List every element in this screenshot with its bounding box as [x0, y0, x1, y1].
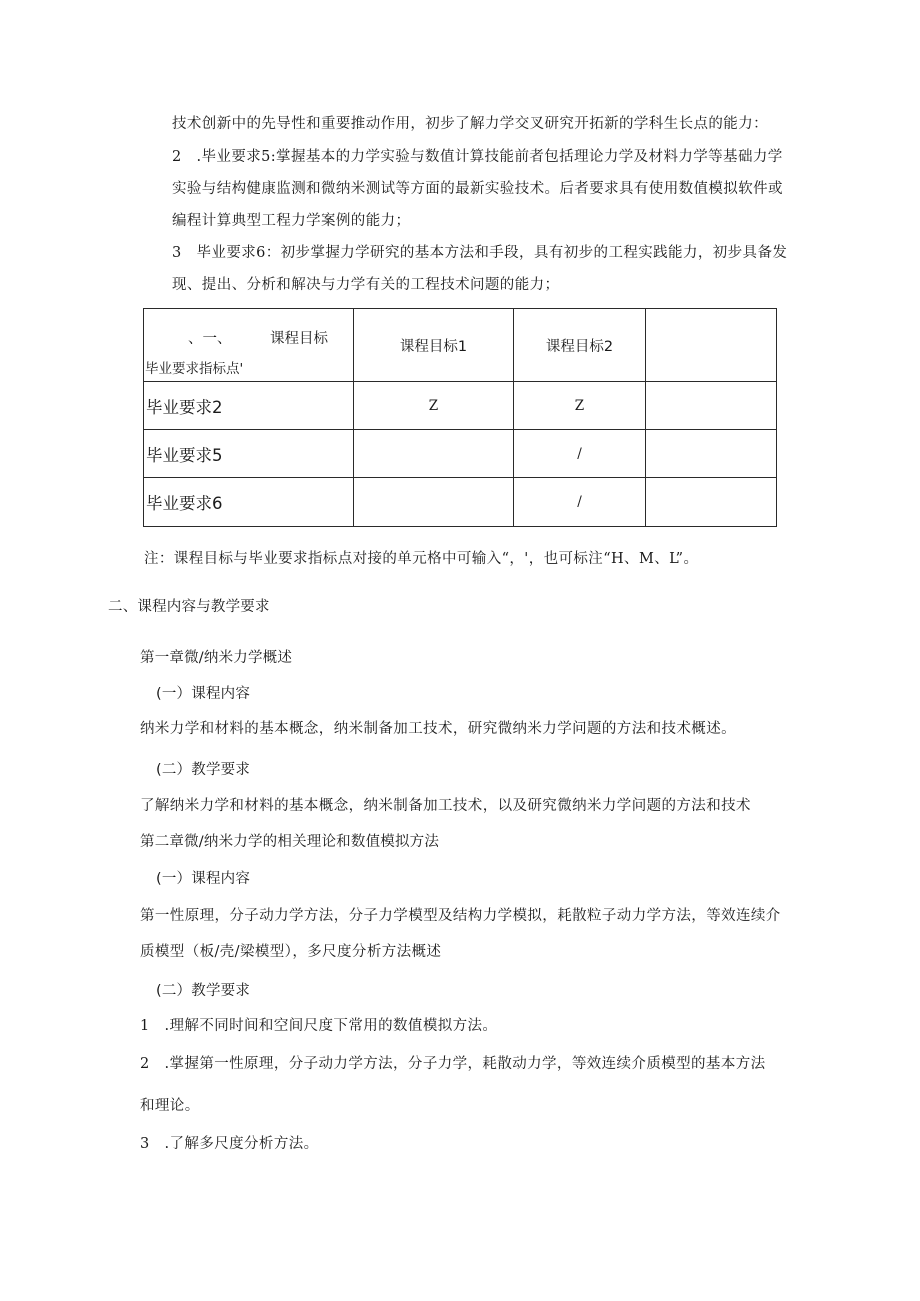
table-row — [144, 430, 777, 478]
chapter2-subheading-requirements: (二）教学要求 — [156, 983, 251, 999]
corner-label-part1: 、一、 — [188, 331, 232, 347]
intro-line-2: 2 .毕业要求5:掌握基本的力学实验与数值计算技能前者包括理论力学及材料力学等基础力学 — [172, 149, 783, 165]
table-corner-cell — [144, 309, 354, 382]
table-cell — [354, 430, 514, 478]
chapter2-requirement-1: 1 .理解不同时间和空间尺度下常用的数值模拟方法。 — [140, 1018, 498, 1034]
row-label: 毕业要求6 — [144, 478, 354, 527]
table-row — [144, 382, 777, 430]
column-header-objective-2: 课程目标2 — [514, 309, 646, 382]
chapter1-requirement: 了解纳米力学和材料的基本概念，纳米制备加工技术，以及研究微纳米力学问题的方法和技术 — [140, 798, 751, 814]
corner-label-part2: 课程目标 — [270, 331, 328, 347]
table-cell — [646, 478, 777, 527]
chapter2-subheading-content: (一）课程内容 — [156, 871, 251, 887]
chapter2-requirement-3: 3 .了解多尺度分析方法。 — [140, 1136, 319, 1152]
chapter1-content: 纳米力学和材料的基本概念，纳米制备加工技术，研究微纳米力学问题的方法和技术概述。 — [140, 721, 736, 737]
intro-line-4: 编程计算典型工程力学案例的能力； — [172, 213, 411, 229]
row-label: 毕业要求2 — [144, 382, 354, 430]
intro-line-3: 实验与结构健康监测和微纳米测试等方面的最新实验技术。后者要求具有使用数值模拟软件或 — [172, 181, 783, 197]
chapter2-requirement-2-line-2: 和理论。 — [140, 1098, 200, 1114]
column-header-empty — [646, 309, 777, 382]
table-row — [144, 478, 777, 527]
table-cell: / — [514, 478, 646, 527]
chapter1-title: 第一章微/纳米力学概述 — [140, 650, 293, 666]
table-header-row — [144, 309, 777, 382]
column-header-objective-1: 课程目标1 — [354, 309, 514, 382]
chapter2-content-line-2: 质模型（板/壳/梁模型），多尺度分析方法概述 — [140, 944, 442, 960]
intro-line-5: 3 毕业要求6：初步掌握力学研究的基本方法和手段，具有初步的工程实践能力，初步具备发 — [172, 245, 788, 261]
table-note: 注：课程目标与毕业要求指标点对接的单元格中可输入“，'，也可标注“H、M、L”。 — [144, 551, 699, 567]
chapter2-content-line-1: 第一性原理，分子动力学方法，分子力学模型及结构力学模拟，耗散粒子动力学方法，等效连续介 — [140, 908, 781, 924]
intro-line-6: 现、提出、分析和解决与力学有关的工程技术问题的能力； — [172, 277, 560, 293]
chapter2-title: 第二章微/纳米力学的相关理论和数值模拟方法 — [140, 834, 440, 850]
table-cell: / — [514, 430, 646, 478]
table-cell — [646, 382, 777, 430]
corner-label-part3: 毕业要求指标点' — [145, 361, 244, 377]
table-cell: Z — [354, 382, 514, 430]
chapter2-requirement-2-line-1: 2 .掌握第一性原理，分子动力学方法，分子力学，耗散动力学，等效连续介质模型的基本方法 — [140, 1056, 766, 1072]
intro-line-1: 技术创新中的先导性和重要推动作用，初步了解力学交叉研究开拓新的学科生长点的能力： — [172, 116, 768, 132]
chapter1-subheading-requirements: (二）教学要求 — [156, 762, 251, 778]
chapter1-subheading-content: (一）课程内容 — [156, 686, 251, 702]
table-cell — [646, 430, 777, 478]
objectives-mapping-table — [143, 308, 777, 527]
table-cell: Z — [514, 382, 646, 430]
table-cell — [354, 478, 514, 527]
section-title: 二、课程内容与教学要求 — [108, 599, 270, 615]
row-label: 毕业要求5 — [144, 430, 354, 478]
